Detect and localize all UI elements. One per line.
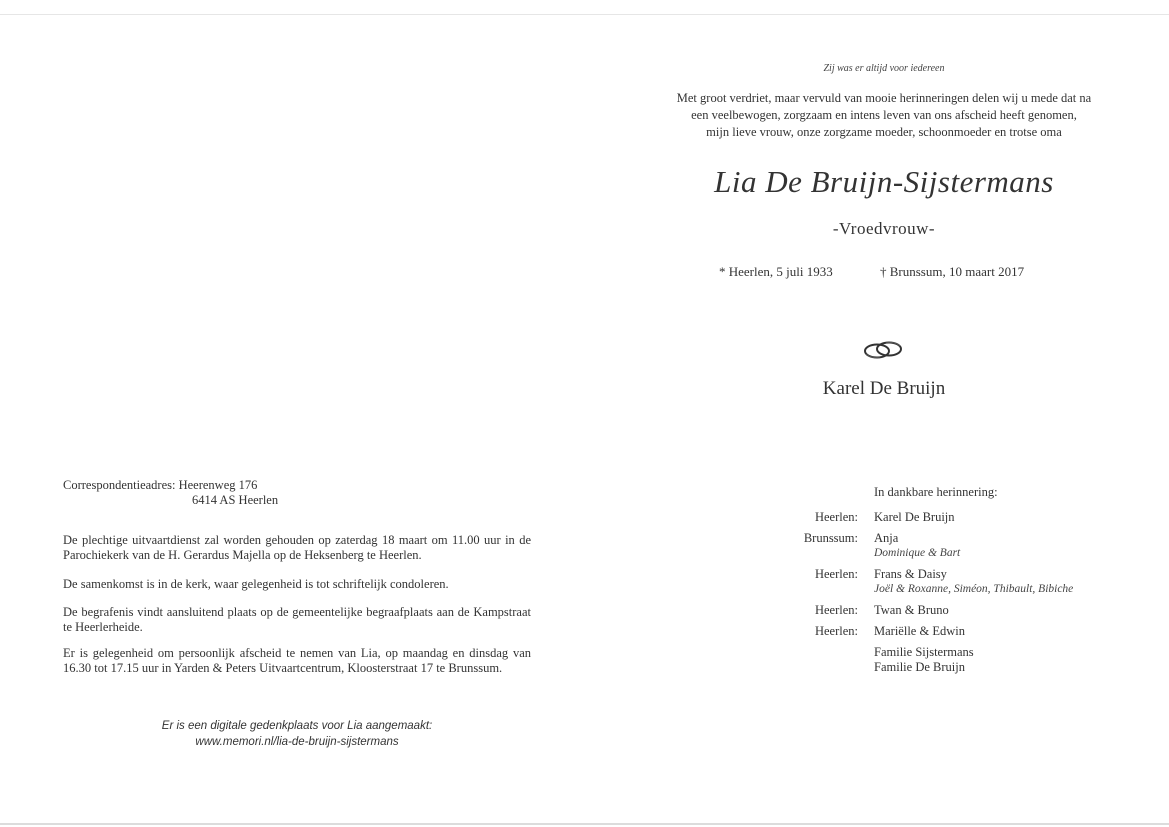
gathering-text: De samenkomst is in de kerk, waar gelegenheid is tot schriftelijk condoleren. — [63, 577, 449, 591]
digital-memorial-link[interactable]: www.memori.nl/lia-de-bruijn-sijstermans — [195, 736, 399, 748]
memory-heading: In dankbare herinnering: — [874, 485, 998, 499]
correspondence-address: Correspondentieadres: Heerenweg 176 — [63, 478, 258, 492]
extended-family: Familie De Bruijn — [874, 660, 965, 674]
farewell-visit-text: Er is gelegenheid om persoonlijk afscheid te nemen van Lia, op maandag en dinsdag van 16.30 tot 17.15 uur in Yarden & Peters Uitvaartcentrum, Kloosterstraat 17 te Brunssum. — [63, 646, 531, 675]
family-place: Heerlen: — [814, 603, 858, 617]
birth-date: * Heerlen, 5 juli 1933 — [719, 264, 833, 279]
family-entry — [780, 624, 1160, 639]
funeral-service-text: De plechtige uitvaartdienst zal worden gehouden op zaterdag 18 maart om 11.00 uur in de Parochiekerk van de H. Gerardus Majella op de Heksenberg te Heerlen. — [63, 533, 531, 562]
digital-memorial-text: Er is een digitale gedenkplaats voor Lia aangemaakt: — [161, 720, 433, 732]
partner-name: Karel De Bruijn — [822, 378, 946, 399]
family-place: Heerlen: — [814, 567, 858, 581]
family-names: Karel De Bruijn — [874, 510, 955, 524]
scan-edge-top — [0, 14, 1169, 15]
family-place: Heerlen: — [814, 510, 858, 524]
death-date: † Brunssum, 10 maart 2017 — [880, 264, 1025, 279]
occupation: -Vroedvrouw- — [832, 219, 936, 238]
family-grandchildren: Joël & Roxanne, Siméon, Thibault, Bibiche — [874, 583, 1074, 595]
family-names: Mariëlle & Edwin — [874, 624, 965, 638]
scan-edge-bottom — [0, 823, 1169, 825]
family-entry — [780, 531, 1160, 561]
intro-line: mijn lieve vrouw, onze zorgzame moeder, schoonmoeder en trotse oma — [706, 125, 1062, 139]
digital-memorial — [63, 718, 531, 750]
extended-family: Familie Sijstermans — [874, 645, 974, 659]
family-place: Heerlen: — [814, 624, 858, 638]
family-names: Anja — [874, 531, 899, 545]
family-names: Twan & Bruno — [874, 603, 949, 617]
family-names: Frans & Daisy — [874, 567, 947, 581]
family-place: Brunssum: — [803, 531, 858, 545]
family-entry — [780, 603, 1160, 618]
family-list — [780, 510, 1160, 675]
correspondence-postcode: 6414 AS Heerlen — [192, 493, 279, 507]
wedding-rings-icon — [860, 339, 906, 361]
family-entry — [780, 510, 1160, 525]
family-entry — [780, 567, 1160, 597]
deceased-name: Lia De Bruijn-Sijstermans — [714, 164, 1054, 199]
intro-line: Met groot verdriet, maar vervuld van mooie herinneringen delen wij u mede dat na — [676, 91, 1092, 105]
intro-line: een veelbewogen, zorgzaam en intens leven van ons afscheid heeft genomen, — [691, 108, 1077, 122]
motto: Zij was er altijd voor iedereen — [823, 63, 945, 74]
family-grandchildren: Dominique & Bart — [874, 547, 961, 559]
burial-text: De begrafenis vindt aansluitend plaats op de gemeentelijke begraafplaats aan de Kampstraat te Heerlerheide. — [63, 605, 531, 634]
announcement-intro — [640, 90, 1128, 141]
